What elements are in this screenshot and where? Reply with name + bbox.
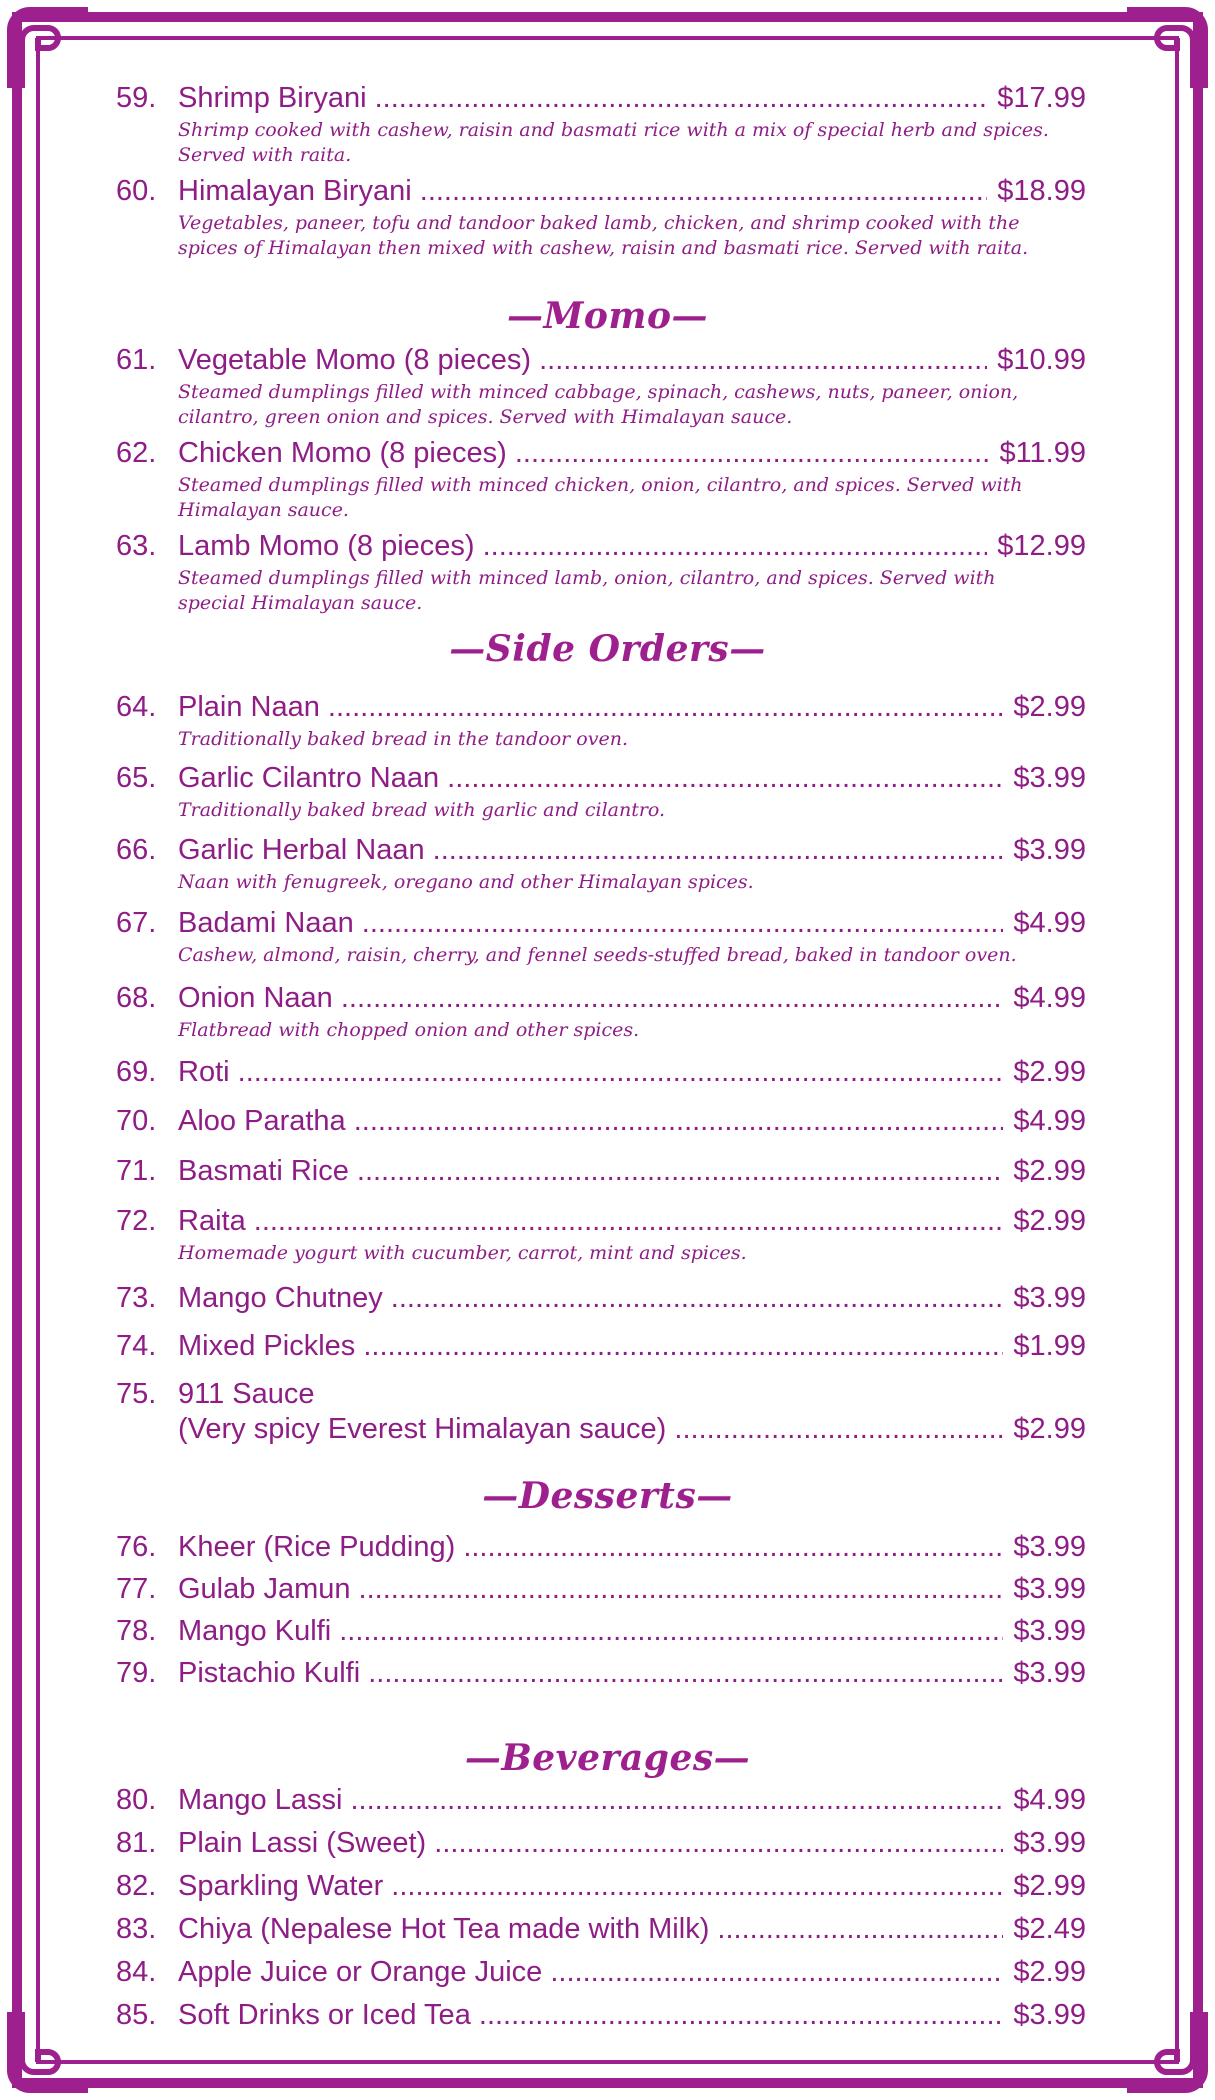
item-number: 79. <box>116 1657 157 1689</box>
item-price: $1.99 <box>1003 1330 1086 1363</box>
menu-item <box>116 1870 1086 1910</box>
menu-item <box>116 1999 1086 2039</box>
item-number: 67. <box>116 907 157 939</box>
item-name: Mango Chutney ..... <box>178 1282 1086 1315</box>
item-description: Traditionally baked bread with garlic and cilantro. <box>178 799 666 821</box>
item-number: 81. <box>116 1827 157 1859</box>
item-name: Mixed Pickles ..... <box>178 1330 1086 1363</box>
item-price: $11.99 <box>989 437 1086 470</box>
item-description: Vegetables, paneer, tofu and tandoor baked lamb, chicken, and shrimp cooked with the spices of Himalayan then mixed with cashew, raisin and basmati rice. Served with raita. <box>178 212 1029 259</box>
menu-item <box>116 1956 1086 1996</box>
menu-item <box>116 1105 1086 1145</box>
item-price: $2.99 <box>1003 691 1086 724</box>
item-number: 78. <box>116 1615 157 1647</box>
menu-item <box>116 437 1086 523</box>
item-number: 82. <box>116 1870 157 1902</box>
item-name: Mango Kulfi ..... <box>178 1615 1086 1648</box>
item-name: Badami Naan ..... <box>178 907 1086 940</box>
item-description: Shrimp cooked with cashew, raisin and basmati rice with a mix of special herb and spices. Served with raita. <box>178 119 1049 166</box>
item-price: $2.99 <box>1003 1870 1086 1903</box>
item-price: $10.99 <box>987 344 1086 377</box>
item-number: 74. <box>116 1330 157 1362</box>
item-price: $17.99 <box>987 82 1086 115</box>
item-name: Garlic Cilantro Naan ..... <box>178 762 1086 795</box>
menu-item <box>116 344 1086 430</box>
item-price: $3.99 <box>1003 1531 1086 1564</box>
item-number: 70. <box>116 1105 157 1137</box>
menu-item <box>116 762 1086 823</box>
item-name: Plain Lassi (Sweet) ..... <box>178 1827 1086 1860</box>
item-number: 65. <box>116 762 157 794</box>
section-title-beverages: —Beverages— <box>464 1737 751 1779</box>
menu-item <box>116 1205 1086 1266</box>
menu-item <box>116 1913 1086 1953</box>
item-price: $3.99 <box>1003 1282 1086 1315</box>
item-name: Vegetable Momo (8 pieces) ..... <box>178 344 1086 377</box>
item-name: Apple Juice or Orange Juice ..... <box>178 1956 1086 1989</box>
item-name: Chiya (Nepalese Hot Tea made with Milk) ..... <box>178 1913 1086 1946</box>
item-number: 72. <box>116 1205 157 1237</box>
item-description: Flatbread with chopped onion and other spices. <box>178 1019 640 1041</box>
item-number: 73. <box>116 1282 157 1314</box>
menu-item <box>116 1282 1086 1322</box>
item-name: Sparkling Water ..... <box>178 1870 1086 1903</box>
item-price: $3.99 <box>1003 762 1086 795</box>
section-title-side-orders: —Side Orders— <box>449 628 766 670</box>
menu-item <box>116 1056 1086 1096</box>
item-description: Traditionally baked bread in the tandoor oven. <box>178 728 628 750</box>
item-name: Onion Naan ..... <box>178 982 1086 1015</box>
item-name: Garlic Herbal Naan ..... <box>178 834 1086 867</box>
item-name: Raita ..... <box>178 1205 1086 1238</box>
menu-item <box>116 1657 1086 1697</box>
item-description: Homemade yogurt with cucumber, carrot, mint and spices. <box>178 1242 747 1264</box>
item-name: Roti ..... <box>178 1056 1086 1089</box>
item-number: 84. <box>116 1956 157 1988</box>
item-price: $3.99 <box>1003 1999 1086 2032</box>
section-title-desserts: —Desserts— <box>482 1475 733 1517</box>
item-price: $2.99 <box>1003 1956 1086 1989</box>
menu-item <box>116 530 1086 616</box>
item-price: $3.99 <box>1003 1615 1086 1648</box>
item-name: Soft Drinks or Iced Tea ..... <box>178 1999 1086 2032</box>
item-name: Chicken Momo (8 pieces) ..... <box>178 437 1086 470</box>
item-description: Steamed dumplings filled with minced cabbage, spinach, cashews, nuts, paneer, onion, cilantro, green onion and spices. Served with Himalayan sauce. <box>178 381 1019 428</box>
item-name: Himalayan Biryani ..... <box>178 175 1086 208</box>
section-title-momo: —Momo— <box>507 295 708 337</box>
item-price: $3.99 <box>1003 834 1086 867</box>
item-name: 911 Sauce <box>178 1378 315 1410</box>
menu-item <box>116 175 1086 261</box>
item-number: 61. <box>116 344 157 376</box>
menu-item <box>116 1615 1086 1655</box>
item-price: $3.99 <box>1003 1827 1086 1860</box>
menu-item <box>116 1531 1086 1571</box>
menu-item <box>116 982 1086 1043</box>
item-description: Steamed dumplings filled with minced lamb, onion, cilantro, and spices. Served with special Himalayan sauce. <box>178 567 996 614</box>
item-number: 62. <box>116 437 157 469</box>
item-name-continued: (Very spicy Everest Himalayan sauce) ..... <box>178 1413 1086 1446</box>
item-name: Gulab Jamun ..... <box>178 1573 1086 1606</box>
item-number: 60. <box>116 175 157 207</box>
item-price: $12.99 <box>987 530 1086 563</box>
menu-item <box>116 1330 1086 1370</box>
item-price: $2.49 <box>1003 1913 1086 1946</box>
item-number: 66. <box>116 834 157 866</box>
item-price: $2.99 <box>1003 1205 1086 1238</box>
item-number: 83. <box>116 1913 157 1945</box>
item-number: 68. <box>116 982 157 1014</box>
item-name: Shrimp Biryani ..... <box>178 82 1086 115</box>
item-price: $3.99 <box>1003 1573 1086 1606</box>
menu-item <box>116 1378 1086 1453</box>
item-price: $4.99 <box>1003 1784 1086 1817</box>
item-price: $4.99 <box>1003 1105 1086 1138</box>
item-description: Cashew, almond, raisin, cherry, and fennel seeds-stuffed bread, baked in tandoor oven. <box>178 944 1017 966</box>
item-name: Kheer (Rice Pudding) ..... <box>178 1531 1086 1564</box>
item-name: Basmati Rice ..... <box>178 1155 1086 1188</box>
item-number: 77. <box>116 1573 157 1605</box>
item-name: Mango Lassi ..... <box>178 1784 1086 1817</box>
item-number: 80. <box>116 1784 157 1816</box>
item-price: $2.99 <box>1003 1413 1086 1446</box>
item-price: $4.99 <box>1003 907 1086 940</box>
item-number: 76. <box>116 1531 157 1563</box>
item-name: Lamb Momo (8 pieces) ..... <box>178 530 1086 563</box>
item-number: 71. <box>116 1155 157 1187</box>
menu-item <box>116 691 1086 752</box>
menu-item <box>116 1155 1086 1195</box>
menu-item <box>116 82 1086 168</box>
menu-item <box>116 1827 1086 1867</box>
item-name: Pistachio Kulfi ..... <box>178 1657 1086 1690</box>
menu-item <box>116 1784 1086 1824</box>
menu-item <box>116 1573 1086 1613</box>
item-price: $3.99 <box>1003 1657 1086 1690</box>
item-name: Plain Naan ..... <box>178 691 1086 724</box>
menu-item <box>116 834 1086 895</box>
item-name: Aloo Paratha ..... <box>178 1105 1086 1138</box>
item-number: 59. <box>116 82 157 114</box>
item-description: Steamed dumplings filled with minced chicken, onion, cilantro, and spices. Served with Himalayan sauce. <box>178 474 1023 521</box>
item-price: $2.99 <box>1003 1155 1086 1188</box>
item-price: $18.99 <box>987 175 1086 208</box>
item-price: $2.99 <box>1003 1056 1086 1089</box>
item-price: $4.99 <box>1003 982 1086 1015</box>
menu-item <box>116 907 1086 968</box>
item-number: 63. <box>116 530 157 562</box>
item-number: 69. <box>116 1056 157 1088</box>
item-number: 75. <box>116 1378 157 1410</box>
item-number: 64. <box>116 691 157 723</box>
item-description: Naan with fenugreek, oregano and other Himalayan spices. <box>178 871 754 893</box>
item-number: 85. <box>116 1999 157 2031</box>
